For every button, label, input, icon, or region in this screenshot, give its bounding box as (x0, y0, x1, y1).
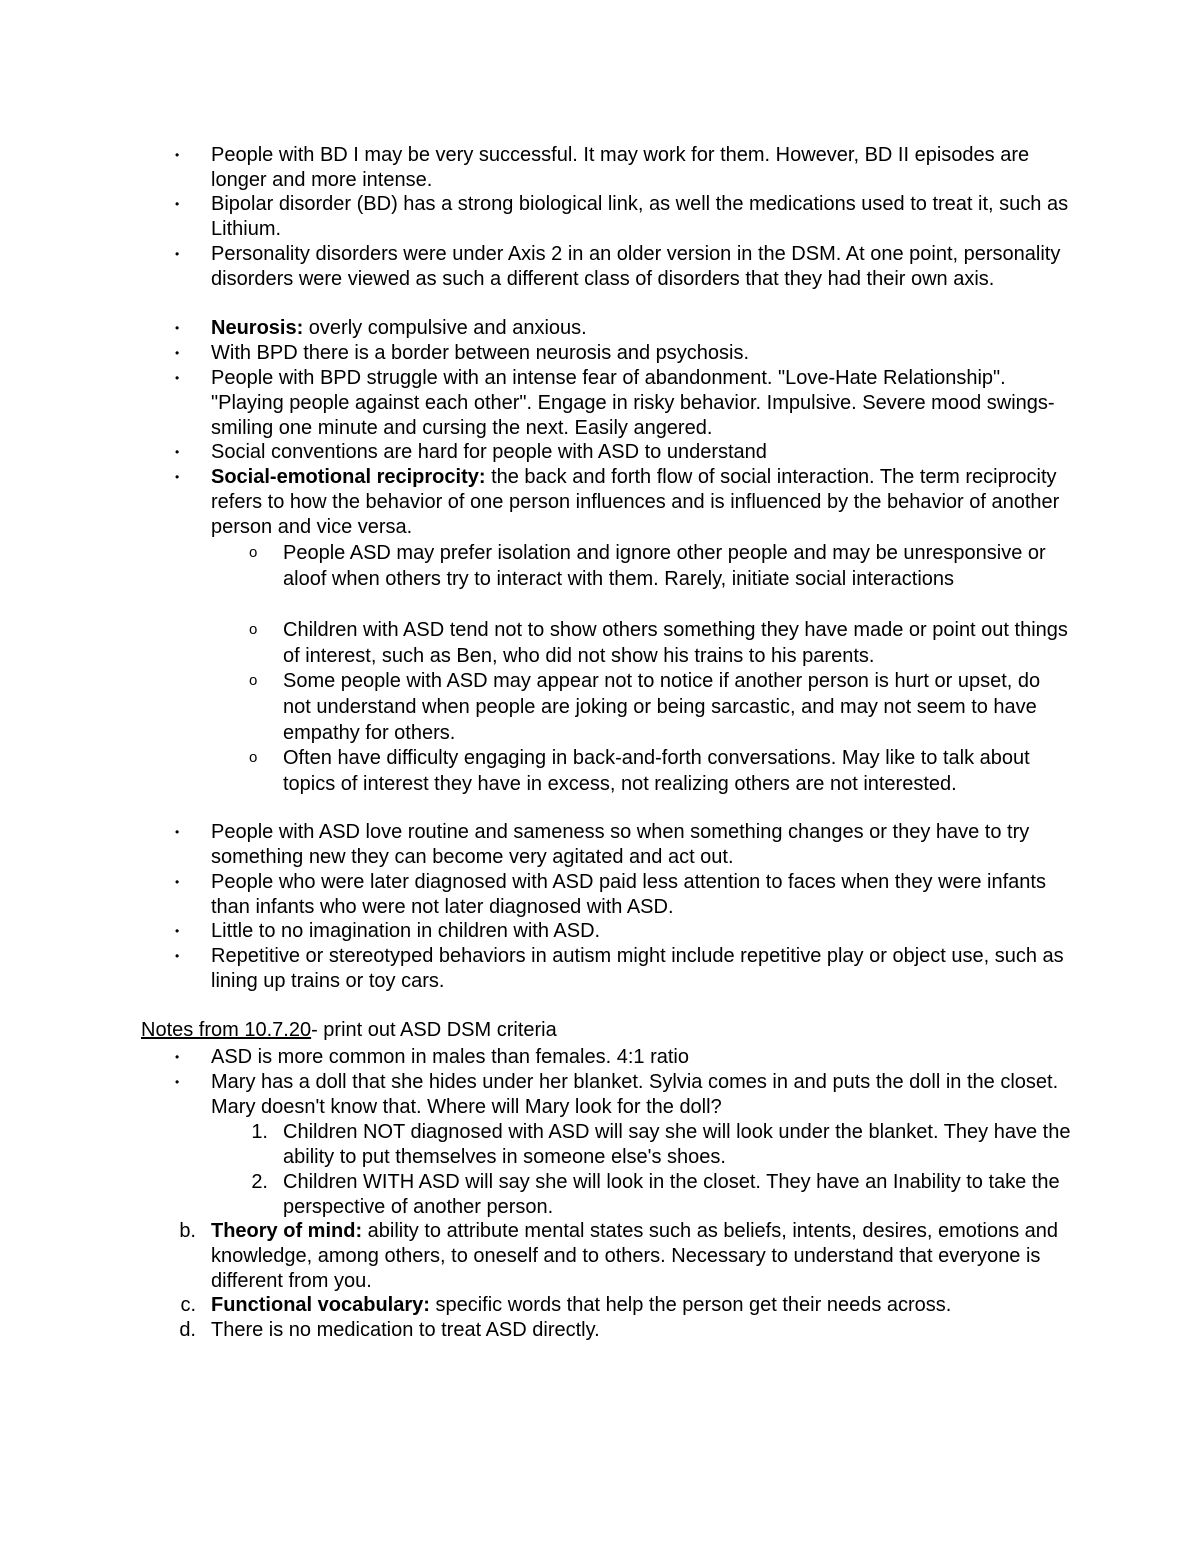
list-item: People who were later diagnosed with ASD paid less attention to faces when they were infants than infants who were not later diagnosed with ASD. (211, 871, 1046, 918)
list-item: Social-emotional reciprocity: the back and forth flow of social interaction. The term reciprocity refers to how the behavior of one person influences and is influenced by the behavior of another person and vice versa. (211, 466, 1060, 538)
numbered-item: Children NOT diagnosed with ASD will say she will look under the blanket. They have the ability to put themselves in someone else's shoes. (283, 1121, 1071, 1168)
bullet-marker: • (175, 949, 180, 963)
letter-marker: c. (180, 1294, 196, 1316)
list-item: Social conventions are hard for people with ASD to understand (211, 441, 767, 463)
sub-list-item: Some people with ASD may appear not to notice if another person is hurt or upset, do not understand when people are joking or being sarcastic, and may not seem to have empathy for others. (283, 670, 1041, 744)
bullet-marker: • (175, 321, 180, 335)
bullet-marker: • (175, 247, 180, 261)
numbered-item: Children WITH ASD will say she will look in the closet. They have an Inability to take the perspective of another person. (283, 1171, 1060, 1218)
term: Neurosis: (211, 317, 304, 339)
sub-bullet-marker: o (249, 621, 258, 638)
number-marker: 1. (251, 1121, 268, 1143)
lettered-item: There is no medication to treat ASD directly. (211, 1319, 600, 1341)
number-marker: 2. (251, 1171, 268, 1193)
bullet-marker: • (175, 445, 180, 459)
sub-bullet-marker: o (249, 749, 258, 766)
bullet-marker: • (175, 148, 180, 162)
list-item: Mary has a doll that she hides under her blanket. Sylvia comes in and puts the doll in the closet. Mary doesn't know that. Where will Mary look for the doll? (211, 1071, 1059, 1118)
sub-list-item: Often have difficulty engaging in back-and-forth conversations. May like to talk about topics of interest they have in excess, not realizing others are not interested. (283, 747, 1030, 795)
bullet-marker: • (175, 924, 180, 938)
bullet-marker: • (175, 197, 180, 211)
list-item: With BPD there is a border between neurosis and psychosis. (211, 342, 750, 364)
term: Social-emotional reciprocity: (211, 466, 486, 488)
lettered-item: Theory of mind: ability to attribute mental states such as beliefs, intents, desires, emotions and knowledge, among others, to oneself and to others. Necessary to understand that everyone is different from you. (211, 1220, 1059, 1292)
bullet-marker: • (175, 371, 180, 385)
bullet-marker: • (175, 1050, 180, 1064)
sub-list-item: People ASD may prefer isolation and ignore other people and may be unresponsive or aloof when others try to interact with them. Rarely, initiate social interactions (283, 542, 1046, 590)
bullet-marker: • (175, 470, 180, 484)
sub-bullet-marker: o (249, 672, 258, 689)
lettered-item: Functional vocabulary: specific words that help the person get their needs across. (211, 1294, 952, 1316)
list-item: Neurosis: overly compulsive and anxious. (211, 317, 587, 339)
bullet-marker: • (175, 346, 180, 360)
bullet-marker: • (175, 875, 180, 889)
bullet-marker: • (175, 825, 180, 839)
list-item: Repetitive or stereotyped behaviors in autism might include repetitive play or object use, such as lining up trains or toy cars. (211, 945, 1064, 992)
list-item: People with BD I may be very successful. It may work for them. However, BD II episodes are longer and more intense. (211, 144, 1030, 191)
list-item: Personality disorders were under Axis 2 in an older version in the DSM. At one point, personality disorders were viewed as such a different class of disorders that they had their own axis. (211, 243, 1061, 290)
term: Theory of mind: (211, 1220, 363, 1242)
list-item: Little to no imagination in children with ASD. (211, 920, 601, 942)
sub-bullet-marker: o (249, 544, 258, 561)
list-item: People with BPD struggle with an intense fear of abandonment. "Love-Hate Relationship". "Playing people against each other". Engage in risky behavior. Impulsive. Severe mood swings- smiling one minute and cursing the next. Easily angered. (211, 367, 1055, 439)
notes-heading-date: Notes from 10.7.20 (141, 1019, 312, 1041)
letter-marker: d. (179, 1319, 196, 1341)
list-item: People with ASD love routine and sameness so when something changes or they have to try something new they can become very agitated and act out. (211, 821, 1030, 868)
term: Functional vocabulary: (211, 1294, 430, 1316)
letter-marker: b. (179, 1220, 196, 1242)
list-item: Bipolar disorder (BD) has a strong biological link, as well the medications used to treat it, such as Lithium. (211, 193, 1069, 240)
notes-heading: Notes from 10.7.20- print out ASD DSM criteria (141, 1019, 557, 1041)
bullet-marker: • (175, 1075, 180, 1089)
list-item: ASD is more common in males than females. 4:1 ratio (211, 1046, 689, 1068)
sub-list-item: Children with ASD tend not to show others something they have made or point out things of interest, such as Ben, who did not show his trains to his parents. (283, 619, 1068, 667)
